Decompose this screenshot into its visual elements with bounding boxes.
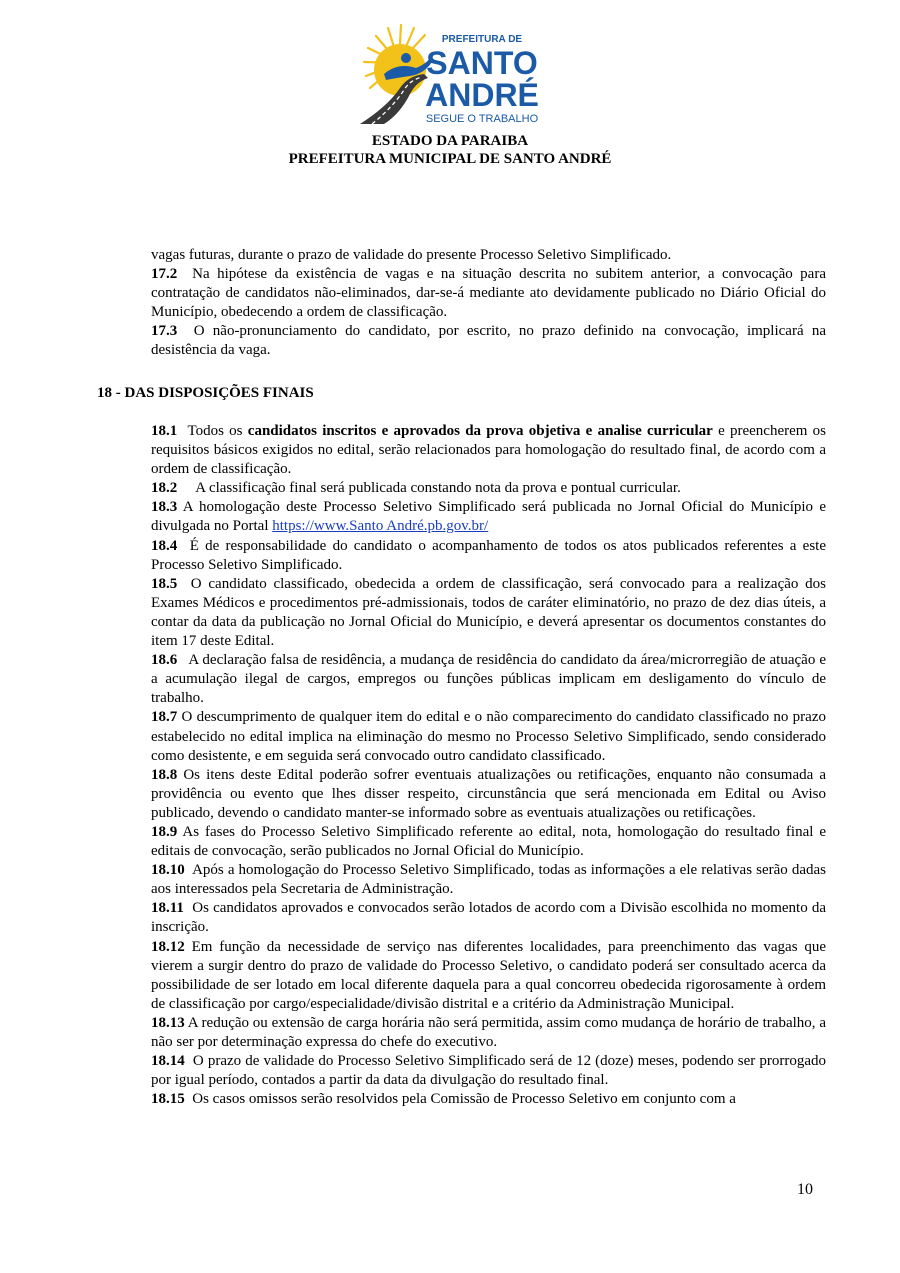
paragraph-17-1-cont: vagas futuras, durante o prazo de validade do presente Processo Seletivo Simplificado. [151, 247, 672, 263]
document-header [0, 132, 900, 168]
svg-text:PREFEITURA DE: PREFEITURA DE [441, 34, 523, 45]
item-text: É de responsabilidade do candidato o acompanhamento de todos os atos publicados referentes a este Processo Seletivo Simplificado. [151, 537, 827, 573]
item-number: 18.5 [151, 575, 178, 592]
item-number: 18.6 [151, 652, 178, 669]
item-text: O prazo de validade do Processo Seletivo Simplificado será de 12 (doze) meses, podendo ser prorrogado por igual período, contados a partir da data da divulgação do resultado final. [151, 1053, 827, 1089]
item-18-10 [151, 861, 826, 899]
item-text: O candidato classificado, obedecida a ordem de classificação, será convocado para a realização dos Exames Médicos e procedimentos pré-admissionais, todos de caráter eliminatório, no prazo de dez dias úteis, a contar da data da publicação no Jornal Oficial do Município, e deverá apresentar os documentos constantes do item 17 deste Edital. [151, 575, 827, 650]
item-text: Os itens deste Edital poderão sofrer eventuais atualizações ou retificações, enquanto não consumada a providência ou evento que lhes disser respeito, circunstância que será mencionada em Edital ou Aviso publicado, devendo o candidato manter-se informado sobre as eventuais atualizações ou retificações. [151, 766, 827, 821]
item-number: 18.1 [151, 423, 178, 439]
item-number: 18.9 [151, 823, 178, 840]
section-17-continuation [151, 246, 826, 361]
section-18-title: 18 - DAS DISPOSIÇÕES FINAIS [97, 385, 314, 401]
svg-text:ANDRÉ: ANDRÉ [425, 77, 539, 113]
item-text: Na hipótese da existência de vagas e na situação descrita no subitem anterior, a convocação para contratação de candidatos não-eliminados, dar-se-á mediante ato devidamente publicado no Diário Oficial do Município, obedecendo a ordem de classificação. [151, 266, 826, 321]
santo-andre-logo [354, 18, 561, 127]
item-text: A declaração falsa de residência, a mudança de residência do candidato da área/microrregião de atuação e a acumulação ilegal de cargos, empregos ou funções públicas implicam em desligamento do vínculo de trabalho. [151, 652, 826, 707]
item-18-3 [151, 498, 826, 536]
item-text-bold: candidatos inscritos e aprovados da prova objetiva e analise curricular [247, 423, 713, 439]
item-number: 18.8 [151, 766, 178, 783]
item-text: A homologação deste Processo Seletivo Simplificado será publicada no Jornal Oficial do Município e divulgada no Portal [151, 499, 826, 535]
item-18-8 [151, 766, 826, 823]
item-17-2 [151, 265, 826, 322]
svg-text:SANTO: SANTO [426, 45, 538, 81]
item-18-1 [151, 422, 826, 479]
item-number: 17.2 [151, 266, 178, 283]
page-number: 10 [797, 1181, 813, 1198]
section-18-body [151, 422, 826, 1109]
item-text-pre: Todos os [187, 423, 243, 439]
item-text: A redução ou extensão de carga horária não será permitida, assim como mudança de horário de trabalho, a não ser por determinação expressa do chefe do executivo. [151, 1014, 826, 1050]
item-text: As fases do Processo Seletivo Simplificado referente ao edital, nota, homologação do resultado final e editais de convocação, serão publicados no Jornal Oficial do Município. [151, 823, 826, 860]
portal-link[interactable]: https://www.Santo André.pb.gov.br/ [272, 518, 489, 535]
item-text: O descumprimento de qualquer item do edital e o não comparecimento do candidato classificado no prazo estabelecido no edital implica na eliminação do mesmo no Processo Seletivo Simplificado, sendo considerado como desistente, e em seguida será convocado outro candidato classificado. [151, 709, 826, 764]
svg-text:SEGUE O TRABALHO: SEGUE O TRABALHO [425, 113, 539, 125]
item-number: 17.3 [151, 323, 178, 340]
item-18-2 [151, 479, 826, 498]
item-18-15 [151, 1090, 826, 1109]
item-text: Os casos omissos serão resolvidos pela Comissão de Processo Seletivo em conjunto com a [192, 1091, 736, 1108]
item-number: 18.2 [151, 480, 178, 497]
item-number: 18.7 [151, 709, 178, 726]
item-18-13 [151, 1014, 826, 1052]
item-number: 18.3 [151, 499, 178, 516]
item-text-post: e preencherem os requisitos básicos exigidos no edital, serão relacionados para homologação do resultado final, de acordo com a ordem de classificação. [151, 423, 827, 478]
item-18-12 [151, 938, 826, 1014]
item-18-5 [151, 575, 826, 651]
item-number: 18.13 [151, 1014, 185, 1031]
item-18-9 [151, 823, 826, 861]
item-text: A classificação final será publicada constando nota da prova e pontual curricular. [195, 480, 681, 497]
item-18-6 [151, 651, 826, 708]
item-number: 18.14 [151, 1053, 185, 1070]
item-18-14 [151, 1052, 826, 1090]
item-number: 18.10 [151, 862, 185, 879]
item-number: 18.15 [151, 1091, 185, 1108]
item-number: 18.12 [151, 938, 185, 955]
header-city: PREFEITURA MUNICIPAL DE SANTO ANDRÉ [288, 151, 612, 167]
item-text: Os candidatos aprovados e convocados serão lotados de acordo com a Divisão escolhida no momento da inscrição. [151, 900, 826, 936]
item-text: Após a homologação do Processo Seletivo Simplificado, todas as informações a ele relativas serão dadas aos interessados pela Secretaria de Administração. [151, 862, 826, 898]
item-17-3 [151, 322, 826, 360]
item-18-4 [151, 537, 826, 575]
item-text: O não-pronunciamento do candidato, por escrito, no prazo definido na convocação, implicará na desistência da vaga. [151, 323, 826, 359]
item-text: Em função da necessidade de serviço nas diferentes localidades, para preenchimento das vagas que vierem a surgir dentro do prazo de validade do Processo Seletivo, o candidato poderá ser consultado acerca da possibilidade de ser lotado em local diferente daquela para a qual concorreu obedecida rigorosamente à ordem de classificação por cargo/especialidade/divisão distrital e a critério da Administração Municipal. [151, 938, 827, 1012]
item-18-7 [151, 708, 826, 765]
item-number: 18.11 [151, 900, 184, 917]
item-18-11 [151, 899, 826, 937]
header-state: ESTADO DA PARAIBA [371, 133, 529, 149]
item-number: 18.4 [151, 537, 178, 554]
